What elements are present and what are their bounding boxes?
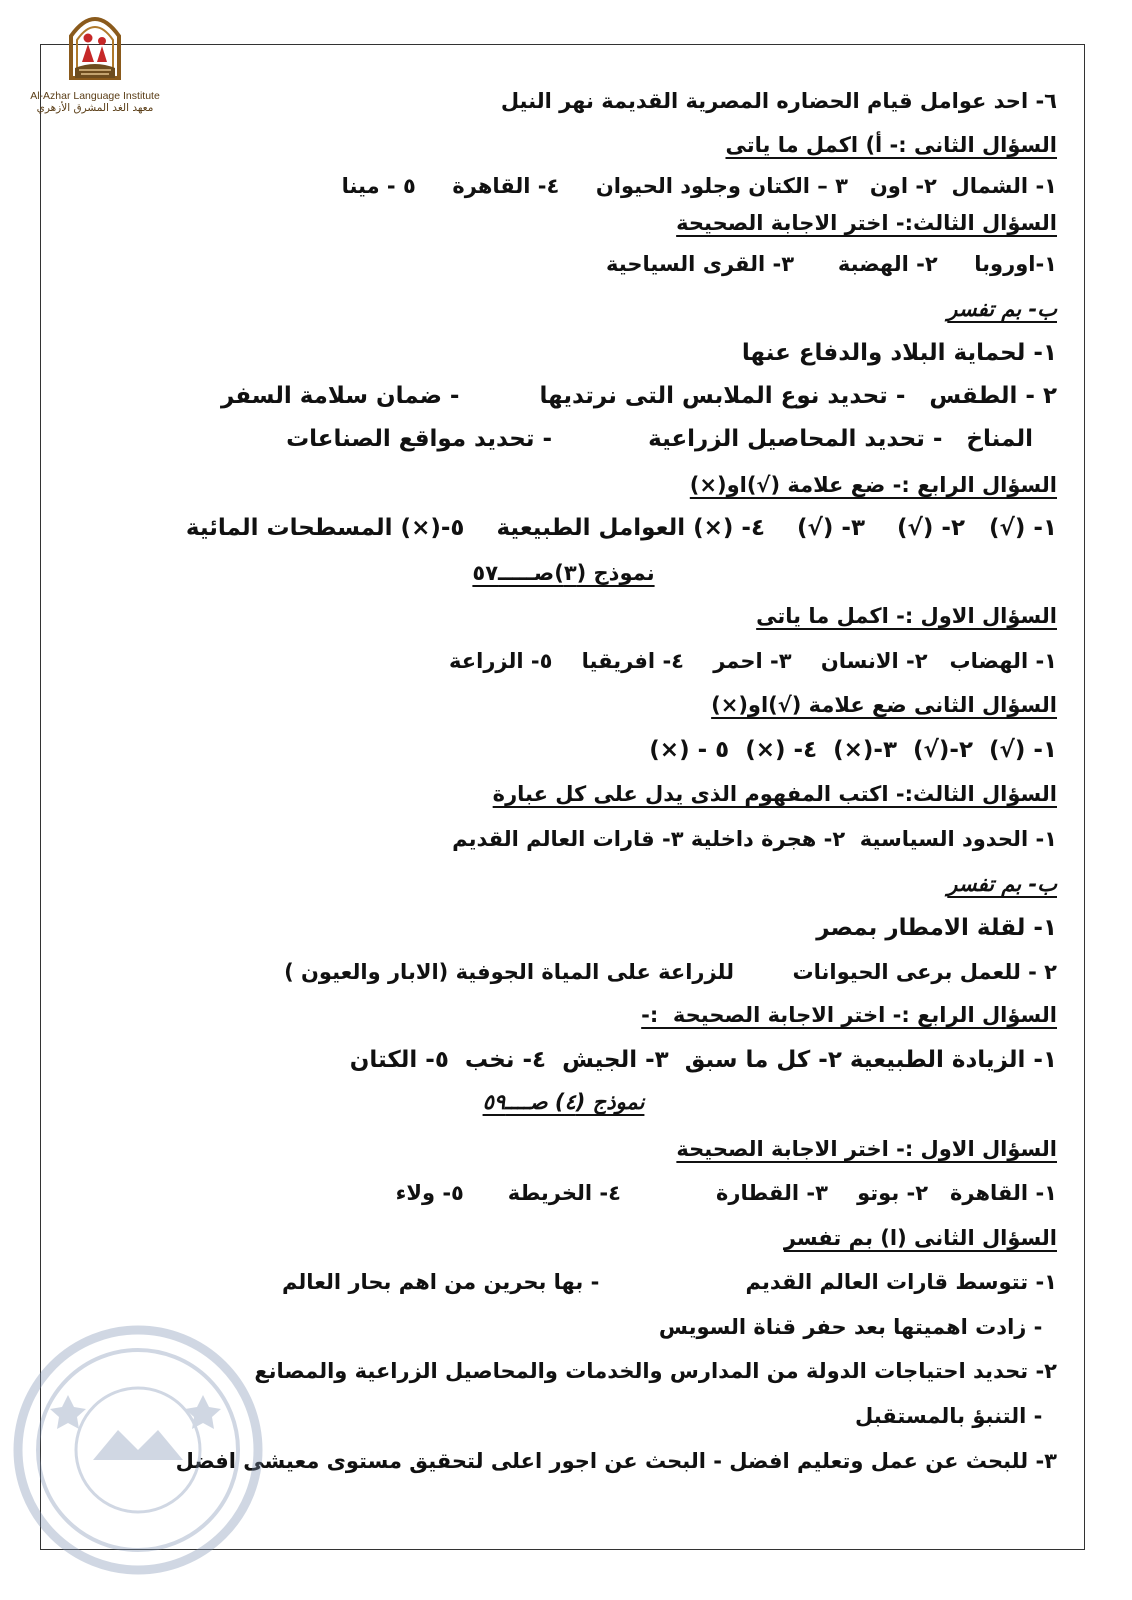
section-heading: السؤال الرابع :- ضع علامة (√)او(×) bbox=[689, 473, 1057, 497]
answer-line: ١-اوروبا ٢- الهضبة ٣- القرى السياحية bbox=[606, 252, 1057, 276]
answer-line: ١- الشمال ٢- اون ٣ – الكتان وجلود الحيوان ٤- القاهرة ٥ - مينا bbox=[341, 174, 1057, 198]
section-heading: السؤال الرابع :- اختر الاجابة الصحيحة :- bbox=[641, 1003, 1057, 1027]
answer-line: ٢ - الطقس - تحديد نوع الملابس التى نرتديها - ضمان سلامة السفر bbox=[220, 383, 1057, 409]
answer-line: ١- القاهرة ٢- بوتو ٣- القطارة ٤- الخريطة ٥- ولاء bbox=[395, 1181, 1057, 1205]
section-heading: ب- بم تفسر bbox=[947, 872, 1057, 896]
section-heading: السؤال الاول :- اكمل ما ياتى bbox=[756, 604, 1057, 628]
section-heading: السؤال الثالث:- اكتب المفهوم الذى يدل على كل عبارة bbox=[492, 782, 1057, 806]
logo-name-english: Al-Azhar Language Institute bbox=[30, 90, 160, 102]
answer-line: - التنبؤ بالمستقبل bbox=[854, 1404, 1057, 1428]
answer-line: ١- (√) ٢- (√) ٣- (√) ٤- (×) العوامل الطبيعية ٥-(×) المسطحات المائية bbox=[185, 515, 1057, 541]
section-heading: السؤال الثانى :- أ) اكمل ما ياتى bbox=[725, 133, 1057, 157]
section-heading: السؤال الثانى ضع علامة (√)او(×) bbox=[711, 693, 1057, 717]
answer-line: ١- الحدود السياسية ٢- هجرة داخلية ٣- قارات العالم القديم bbox=[452, 827, 1057, 851]
answer-line: ١- تتوسط قارات العالم القديم - بها بحرين من اهم بحار العالم bbox=[281, 1270, 1057, 1294]
answer-line: المناخ - تحديد المحاصيل الزراعية - تحديد مواقع الصناعات bbox=[286, 426, 1057, 452]
answer-line: - زادت اهميتها بعد حفر قناة السويس bbox=[658, 1315, 1057, 1339]
answer-line: ١- لحماية البلاد والدفاع عنها bbox=[741, 340, 1057, 366]
section-heading: السؤال الثالث:- اختر الاجابة الصحيحة bbox=[676, 211, 1057, 235]
answer-line: ٢ - للعمل برعى الحيوانات للزراعة على المياة الجوفية (الابار والعيون ) bbox=[284, 960, 1057, 984]
logo-name-arabic: معهد الغد المشرق الأزهري bbox=[36, 102, 154, 114]
watermark-stamp-icon bbox=[8, 1300, 263, 1585]
section-heading: السؤال الاول :- اختر الاجابة الصحيحة bbox=[676, 1137, 1057, 1161]
answer-line: ١- الهضاب ٢- الانسان ٣- احمر ٤- افريقيا ٥- الزراعة bbox=[449, 649, 1057, 673]
section-heading: ب- بم تفسر bbox=[947, 297, 1057, 321]
model-heading: نموذج (٤) صــــ٥٩ bbox=[482, 1090, 645, 1114]
section-heading: السؤال الثانى (ا) بم تفسر bbox=[783, 1226, 1057, 1250]
answer-line: ١- لقلة الامطار بمصر bbox=[816, 915, 1057, 941]
answer-line: ١- (√) ٢-(√) ٣-(×) ٤- (×) ٥ - (×) bbox=[649, 737, 1057, 763]
model-heading: نموذج (٣)صـــــ٥٧ bbox=[472, 561, 655, 585]
answer-line: ٦- احد عوامل قيام الحضاره المصرية القديمة نهر النيل bbox=[500, 89, 1057, 113]
answer-line: ٢- تحديد احتياجات الدولة من المدارس والخدمات والمحاصيل الزراعية والمصانع bbox=[254, 1359, 1057, 1383]
answer-line: ١- الزيادة الطبيعية ٢- كل ما سبق ٣- الجيش ٤- نخب ٥- الكتان bbox=[349, 1047, 1057, 1073]
answer-line: ٣- للبحث عن عمل وتعليم افضل - البحث عن اجور اعلى لتحقيق مستوى معيشى افضل bbox=[175, 1449, 1057, 1473]
